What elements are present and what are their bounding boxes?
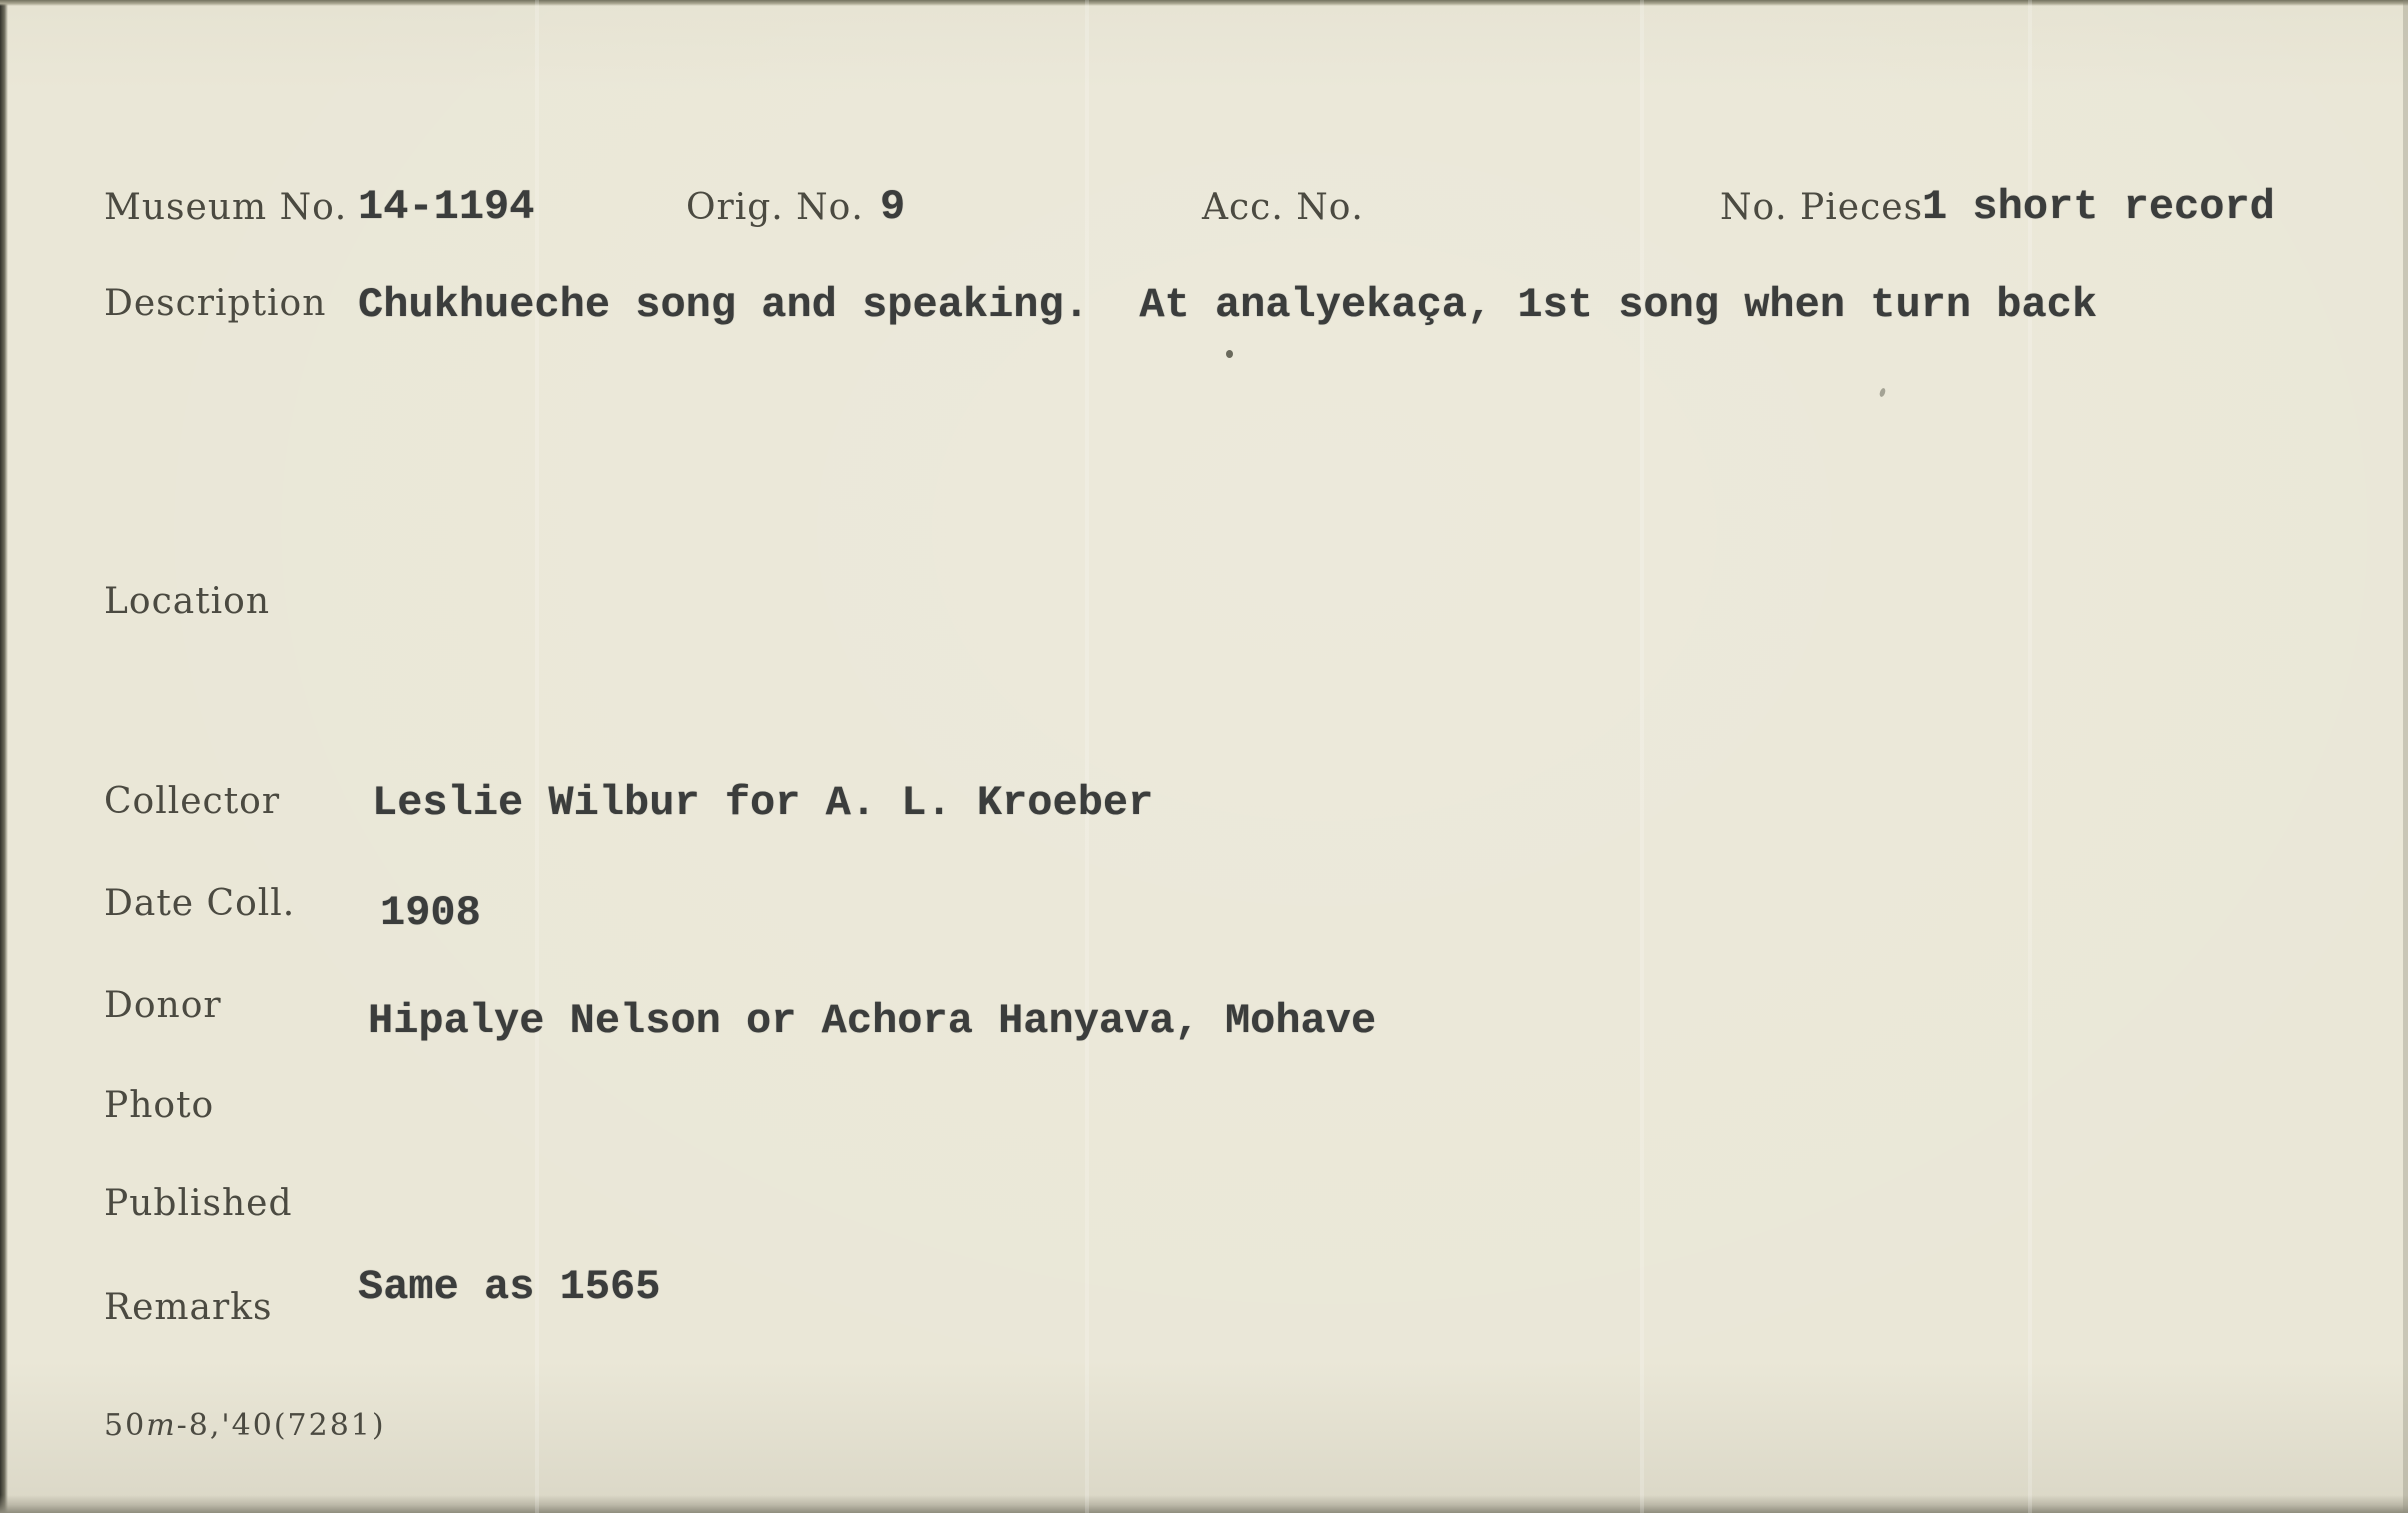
collector-label: Collector <box>104 781 281 822</box>
museum-no-value: 14-1194 <box>358 183 535 231</box>
description-value: Chukhueche song and speaking. At analyekaça, 1st song when turn back <box>358 281 2098 329</box>
collector-value: Leslie Wilbur for A. L. Kroeber <box>372 779 1154 827</box>
card-right-edge <box>2403 0 2408 1513</box>
form-number-italic: m <box>146 1408 177 1443</box>
ink-speck <box>1879 387 1887 397</box>
acc-no-label: Acc. No. <box>1202 187 1364 228</box>
orig-no-label: Orig. No. <box>686 187 864 228</box>
form-number-suffix: -8,'40(7281) <box>176 1408 386 1443</box>
orig-no-value: 9 <box>880 183 906 231</box>
form-number <box>104 1408 386 1443</box>
paper-streak <box>1085 0 1089 1513</box>
photo-label: Photo <box>104 1085 215 1126</box>
ink-speck <box>1226 350 1233 358</box>
donor-label: Donor <box>104 985 222 1026</box>
date-coll-label: Date Coll. <box>104 883 296 924</box>
donor-value: Hipalye Nelson or Achora Hanyava, Mohave <box>368 997 1377 1045</box>
remarks-label: Remarks <box>104 1287 273 1328</box>
paper-streak <box>1640 0 1644 1513</box>
museum-no-label: Museum No. <box>104 187 348 228</box>
card-bottom-edge <box>0 1495 2408 1513</box>
form-number-prefix: 50 <box>104 1408 147 1443</box>
no-pieces-value: 1 short record <box>1922 183 2275 231</box>
date-coll-value: 1908 <box>380 889 481 937</box>
description-label: Description <box>104 283 327 324</box>
card-left-edge <box>0 0 8 1513</box>
published-label: Published <box>104 1183 293 1224</box>
remarks-value: Same as 1565 <box>358 1263 661 1311</box>
card-top-edge <box>0 0 2408 6</box>
location-label: Location <box>104 581 271 622</box>
no-pieces-label: No. Pieces <box>1720 187 1924 228</box>
